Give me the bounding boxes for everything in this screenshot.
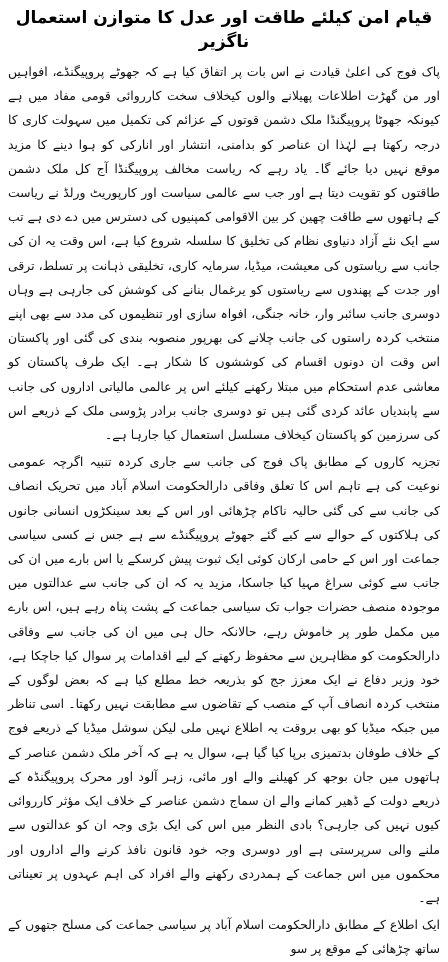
article-headline: قیام امن کیلئے طاقت اور عدل کا متوازن استعمال ناگزیر [15,8,433,52]
article-paragraph-2: تجزیہ کاروں کے مطابق پاک فوج کی جانب سے جاری کردہ تنبیہ اگرچہ عمومی نوعیت کی ہے تاہم اس کا تعلق وفاقی دارالحکومت اسلام آباد میں تحریک انصاف کی جانب سے کی گئی حالیہ ناکام چڑھائی اور اس کے بعد سینکڑوں انسانی جانوں کی ہلاکتوں کے حوالے سے کیے گئے جھوٹے پروپیگنڈے سے ہے جس نے کسی سیاسی جماعت اور اس کے حامی ارکان کوئی ایک ثبوت پیش کرسکے یا اس بارے میں ان کی جانب سے کوئی سراغ مہیا کیا جاسکا، مزید یہ کہ ان کی جانب سے عدالتوں میں موجودہ منصف حضرات جواب تک سیاسی جماعت کے پشت پناہ رہے ہیں، اس بارے میں مکمل طور پر خاموش رہے، حالانکہ حال ہی میں ان کی جانب سے وفاقی دارالحکومت کو مظاہرین سے محفوظ رکھنے کے لیے اقدامات پر سوال کیا جاچکا ہے، خود وزیر دفاع نے ایک معزز جج کو بذریعہ خط مطلع کیا ہے کہ بعض لوگوں کے منتخب کردہ انصاف آپ کے منصب کے تقاضوں سے مطابقت نہیں رکھتا۔ اسی تناظر میں جبکہ میڈیا کو بھی بروقت یہ اطلاع نہیں ملی لیکن سوشل میڈیا کے ذریعے فوج کے خلاف طوفان بدتمیزی برپا کیا گیا ہے، سوال یہ ہے کہ آخر ملک دشمن عناصر کے ہاتھوں میں جان بوجھ کر کھیلنے والے اور مائی، زہر آلود اور محرک پروپیگنڈہ کے ذریعے دولت کے ڈھیر کمانے والے ان سماج دشمن عناصر کے خلاف ایک مؤثر کارروائی کیوں نہیں کی جارہی؟ بادی النظر میں اس کی ایک بڑی وجہ ان کو عدالتوں سے ملنے والی سرپرستی ہے اور دوسری وجہ خود قانون نافذ کرنے والے اداروں اور محکموں میں اس جماعت کے ہمدردی رکھنے والے افراد کی اہم عہدوں پر تعیناتی ہے۔ [8,454,440,905]
article-paragraph-1: پاک فوج کی اعلیٰ قیادت نے اس بات پر اتفاق کیا ہے کہ جھوٹے پروپیگنڈے، افواہیں اور من گھڑت اطلاعات پھیلانے والوں کیخلاف سخت کارروائی قومی مفاد میں ہے کیونکہ جھوٹا پروپیگنڈا ملک دشمن قوتوں کے عزائم کی تکمیل میں سہولت کاری کا درجہ رکھتا ہے لہٰذا ان عناصر کو بدامنی، انتشار اور انارکی کو ہوا دینے کا مزید موقع نہیں دیا جائے گا۔ یاد رہے کہ ریاست مخالف پروپیگنڈا آج کل ملک دشمن طاقتوں کو تقویت دیتا ہے اور جب سے عالمی سیاست اور کارپوریٹ ورلڈ نے ریاست کے ہاتھوں سے طاقت چھین کر بین الاقوامی کمپنیوں کی دسترس میں دے دی ہے تب سے ایک نئے آزاد دنیاوی نظام کی تخلیق کا سلسلہ شروع کیا ہے، اس وقت یہ ان کی جانب سے ریاستوں کی معیشت، میڈیا، سرمایہ کاری، تخلیقی ذہانت پر تسلط، ترقی اور جدت کے پھندوں سے ریاستوں کو یرغمال بنانے کی کوشش کی جارہی ہے وہاں دوسری جانب سائبر وار، خانہ جنگی، افواہ سازی اور تنظیموں کی مدد سے بھی اپنے منتخب کردہ راستوں کی جانب چلانے کی بھرپور منصوبہ بندی کی گئی اور پاکستان اس وقت ان دونوں اقسام کی کوششوں کا شکار ہے۔ ایک طرف پاکستان کو معاشی عدم استحکام میں مبتلا رکھنے کیلئے اس پر عالمی مالیاتی اداروں کی جانب سے پابندیاں عائد کردی گئی ہیں تو دوسری جانب برادر پڑوسی ملک کے ذریعے اس کی سرزمین کو پاکستان کیخلاف مسلسل استعمال کیا جارہا ہے۔ [8,64,440,443]
article-paragraph-3: ایک اطلاع کے مطابق دارالحکومت اسلام آباد پر سیاسی جماعت کی مسلح جتھوں کے ساتھ چڑھائی کے موقع پر سو [8,917,440,957]
